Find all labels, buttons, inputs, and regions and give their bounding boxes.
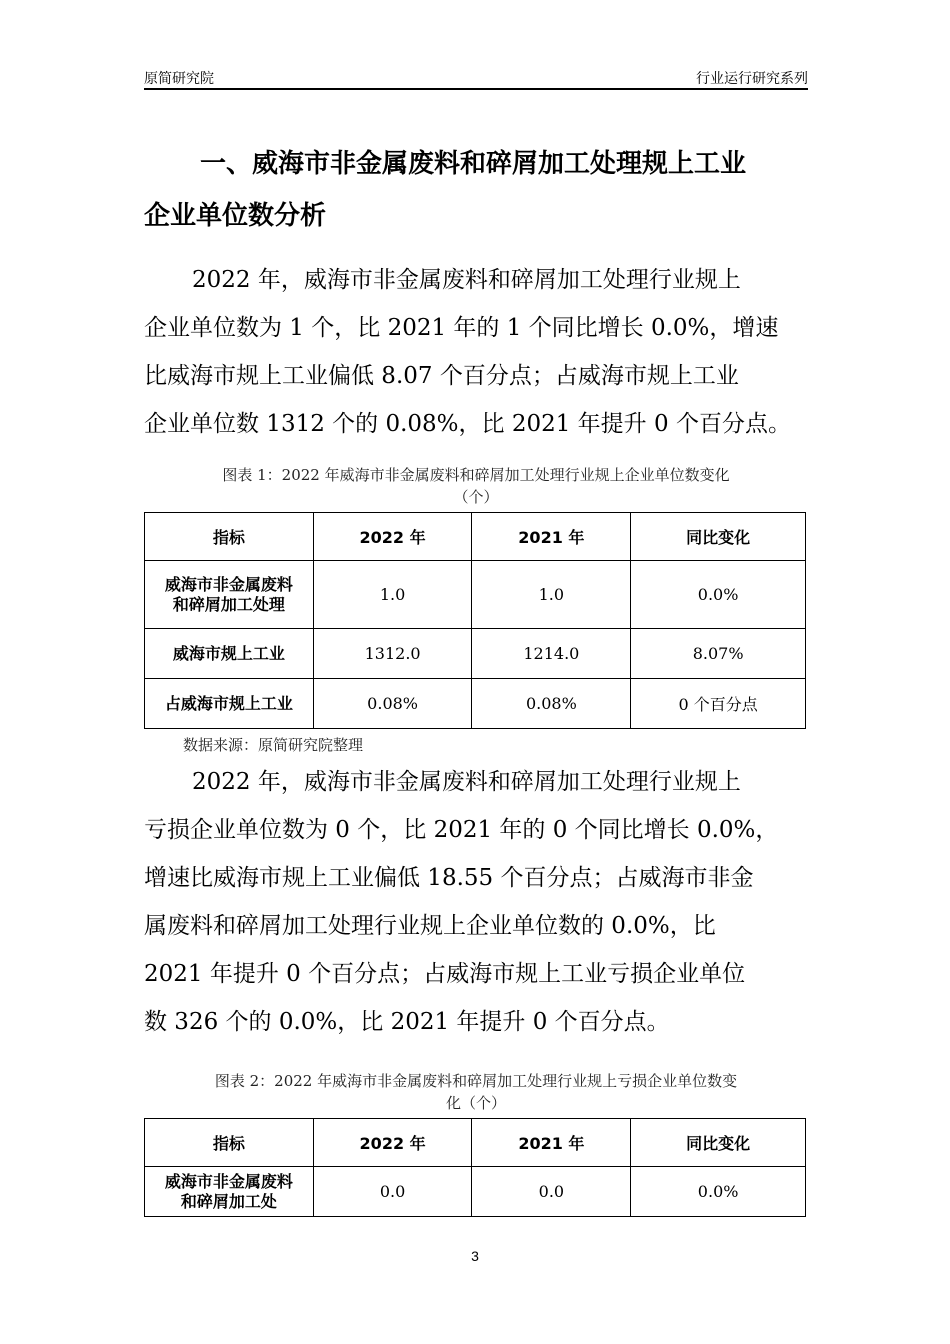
section-heading — [144, 138, 808, 242]
cell-2021: 1.0 — [472, 561, 631, 629]
row-label: 占威海市规上工业 — [145, 679, 314, 729]
section-heading-line1: 一、威海市非金属废料和碎屑加工处理规上工业 — [200, 149, 747, 179]
cell-yoy: 8.07% — [631, 629, 806, 679]
table1-enterprise-count — [144, 512, 806, 729]
column-header-2021: 2021 年 — [472, 513, 631, 561]
header-org-name: 原简研究院 — [144, 70, 214, 86]
cell-yoy: 0.0% — [631, 1167, 806, 1217]
table-row — [145, 1167, 806, 1217]
row-label: 威海市非金属废料和碎屑加工处 — [145, 1167, 314, 1217]
paragraph-enterprise-count — [144, 256, 808, 448]
table1-caption — [144, 464, 808, 508]
table2-caption — [144, 1070, 808, 1114]
table2-caption-line1: 图表 2：2022 年威海市非金属废料和碎屑加工处理行业规上亏损企业单位数变 — [214, 1072, 738, 1090]
paragraph-line: 亏损企业单位数为 0 个，比 2021 年的 0 个同比增长 0.0%， — [144, 817, 779, 843]
column-header-2021: 2021 年 — [472, 1119, 631, 1167]
paragraph-loss-enterprise-count — [144, 758, 808, 1046]
table-header-row — [145, 513, 806, 561]
cell-2021: 0.0 — [472, 1167, 631, 1217]
column-header-indicator: 指标 — [145, 1119, 314, 1167]
column-header-2022: 2022 年 — [313, 1119, 472, 1167]
table1-data-source: 数据来源：原简研究院整理 — [183, 736, 364, 754]
paragraph-line: 增速比威海市规上工业偏低 18.55 个百分点；占威海市非金 — [144, 865, 754, 891]
column-header-2022: 2022 年 — [313, 513, 472, 561]
paragraph-line: 2022 年，威海市非金属废料和碎屑加工处理行业规上 — [192, 267, 741, 293]
paragraph-line: 比威海市规上工业偏低 8.07 个百分点；占威海市规上工业 — [144, 363, 739, 389]
column-header-yoy-change: 同比变化 — [631, 513, 806, 561]
section-heading-line2: 企业单位数分析 — [144, 201, 327, 231]
table1-caption-line1: 图表 1：2022 年威海市非金属废料和碎屑加工处理行业规上企业单位数变化 — [222, 466, 730, 484]
column-header-yoy-change: 同比变化 — [631, 1119, 806, 1167]
table-row — [145, 629, 806, 679]
header-divider — [144, 88, 808, 90]
table2-loss-enterprise-count — [144, 1118, 806, 1217]
paragraph-line: 数 326 个的 0.0%，比 2021 年提升 0 个百分点。 — [144, 1009, 670, 1035]
table1-caption-line2: （个） — [453, 488, 499, 506]
cell-2022: 0.08% — [313, 679, 472, 729]
table2-caption-line2: 化（个） — [445, 1094, 506, 1112]
cell-2022: 1312.0 — [313, 629, 472, 679]
page-number: 3 — [471, 1248, 479, 1264]
header-series-name: 行业运行研究系列 — [696, 70, 808, 86]
row-label: 威海市规上工业 — [145, 629, 314, 679]
table-row — [145, 679, 806, 729]
paragraph-line: 属废料和碎屑加工处理行业规上企业单位数的 0.0%，比 — [144, 913, 716, 939]
cell-2022: 0.0 — [313, 1167, 472, 1217]
page-header — [144, 66, 808, 88]
table-header-row — [145, 1119, 806, 1167]
paragraph-line: 2022 年，威海市非金属废料和碎屑加工处理行业规上 — [192, 769, 741, 795]
paragraph-line: 企业单位数 1312 个的 0.08%，比 2021 年提升 0 个百分点。 — [144, 411, 791, 437]
cell-2021: 0.08% — [472, 679, 631, 729]
cell-2021: 1214.0 — [472, 629, 631, 679]
column-header-indicator: 指标 — [145, 513, 314, 561]
paragraph-line: 2021 年提升 0 个百分点；占威海市规上工业亏损企业单位 — [144, 961, 746, 987]
cell-yoy: 0.0% — [631, 561, 806, 629]
row-label: 威海市非金属废料和碎屑加工处理 — [145, 561, 314, 629]
cell-2022: 1.0 — [313, 561, 472, 629]
paragraph-line: 企业单位数为 1 个，比 2021 年的 1 个同比增长 0.0%，增速 — [144, 315, 779, 341]
cell-yoy: 0 个百分点 — [631, 679, 806, 729]
table-row — [145, 561, 806, 629]
